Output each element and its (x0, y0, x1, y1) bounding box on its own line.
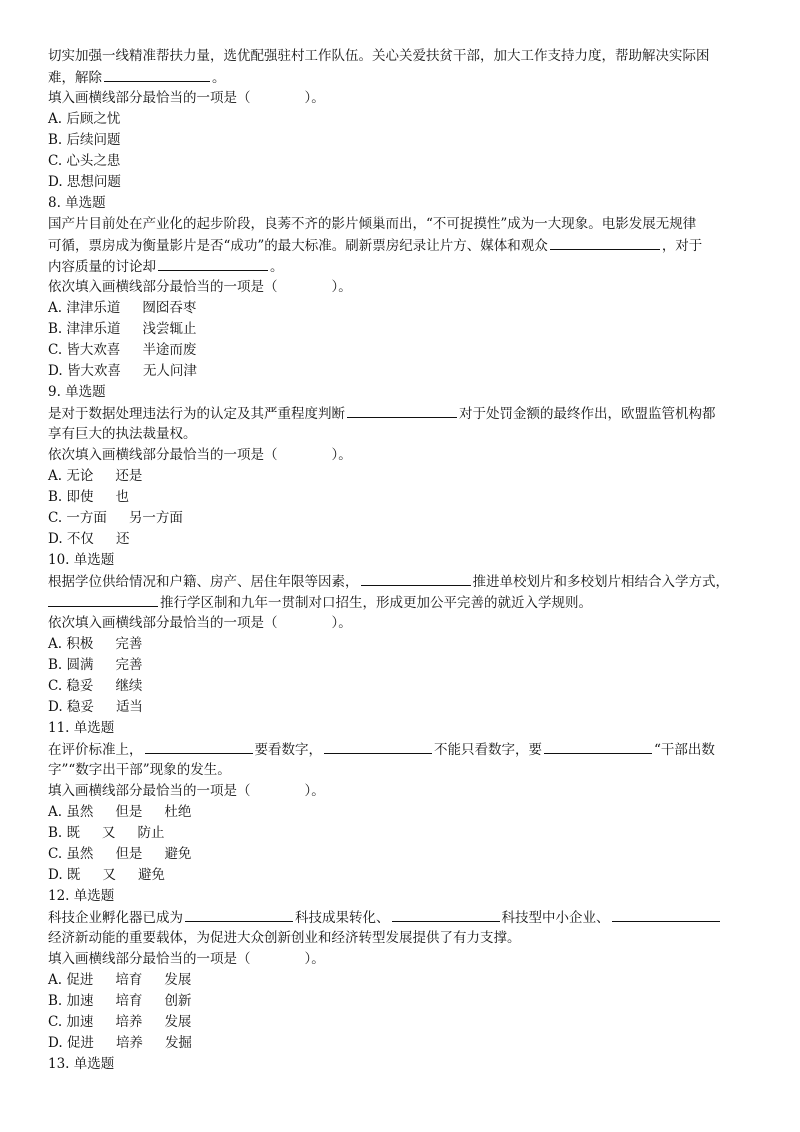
stem-text: 对于处罚金额的最终作出，欧盟监管机构都 (459, 406, 716, 422)
option-b (48, 991, 760, 1012)
option-word: 还 (115, 531, 130, 547)
option-label: B. 加速 (48, 993, 94, 1009)
option-d (48, 529, 760, 550)
option-c (48, 508, 760, 529)
stem-text: 科技型中小企业、 (501, 910, 610, 926)
option-label: C. 一方面 (48, 510, 107, 526)
question-header: 10. 单选题 (48, 552, 115, 568)
option-label: B. 津津乐道 (48, 321, 121, 337)
option-word: 杜绝 (164, 804, 192, 820)
question-stem: 经济新动能的重要载体，为促进大众创新创业和经济转型发展提供了有力支撑。 (48, 930, 521, 946)
question-7 (48, 46, 760, 193)
option-label: D. 不仅 (48, 531, 94, 547)
question-stem (48, 67, 760, 88)
question-stem (48, 256, 760, 277)
question-stem: 切实加强一线精准帮扶力量，选优配强驻村工作队伍。关心关爱扶贫干部，加大工作支持力度，帮助解决实际困 (48, 48, 710, 64)
fill-blank (324, 739, 432, 754)
option-word: 适当 (115, 699, 143, 715)
option-label: A. 无论 (48, 468, 94, 484)
option-a (48, 634, 760, 655)
stem-text: 科技企业孵化器已成为 (48, 910, 183, 926)
option-label: A. 促进 (48, 972, 94, 988)
question-stem: 享有巨大的执法裁量权。 (48, 426, 197, 442)
fill-blank (185, 907, 293, 922)
fill-blank (158, 256, 268, 271)
option-label: B. 既 (48, 825, 81, 841)
exam-page (48, 46, 760, 1075)
option-label: A. 津津乐道 (48, 300, 121, 316)
option-label: D. 稳妥 (48, 699, 94, 715)
option-word: 培育 (115, 972, 143, 988)
option-word: 发展 (164, 1014, 192, 1030)
question-stem: 国产片目前处在产业化的起步阶段，良莠不齐的影片倾巢而出，“不可捉摸性”成为一大现象。电影发展无规律 (48, 216, 697, 232)
option-label: B. 即使 (48, 489, 94, 505)
stem-text: 不能只看数字，要 (434, 742, 542, 758)
question-header: 11. 单选题 (48, 720, 115, 736)
option-word: 避免 (164, 846, 192, 862)
option-d (48, 697, 760, 718)
option-label: C. 加速 (48, 1014, 94, 1030)
option-d (48, 361, 760, 382)
question-13 (48, 1054, 760, 1075)
question-prompt: 填入画横线部分最恰当的一项是（ ）。 (48, 783, 325, 799)
option-word: 培养 (115, 1035, 143, 1051)
option-c (48, 676, 760, 697)
option-label: C. 虽然 (48, 846, 94, 862)
question-stem (48, 571, 760, 592)
stem-text: 内容质量的讨论却 (48, 259, 156, 275)
option-b (48, 319, 760, 340)
option-a (48, 970, 760, 991)
option-d (48, 865, 760, 886)
option-label: D. 皆大欢喜 (48, 363, 121, 379)
option-label: D. 既 (48, 867, 81, 883)
option-word: 发掘 (164, 1035, 192, 1051)
question-12 (48, 886, 760, 1054)
option-c (48, 1012, 760, 1033)
option-c (48, 340, 760, 361)
option-word: 培育 (115, 993, 143, 1009)
question-prompt: 填入画横线部分最恰当的一项是（ ）。 (48, 951, 325, 967)
stem-text: 是对于数据处理违法行为的认定及其严重程度判断 (48, 406, 345, 422)
question-header: 9. 单选题 (48, 384, 106, 400)
option-c (48, 844, 760, 865)
option-word: 防止 (137, 825, 165, 841)
fill-blank (48, 592, 158, 607)
option-word: 创新 (164, 993, 192, 1009)
question-10 (48, 550, 760, 718)
option-word: 继续 (115, 678, 143, 694)
option-word: 避免 (137, 867, 165, 883)
option-word: 发展 (164, 972, 192, 988)
question-stem (48, 907, 760, 928)
question-prompt: 依次填入画横线部分最恰当的一项是（ ）。 (48, 447, 352, 463)
question-prompt: 依次填入画横线部分最恰当的一项是（ ）。 (48, 615, 352, 631)
option-word: 完善 (115, 657, 143, 673)
question-stem: 字”“数字出干部”现象的发生。 (48, 762, 231, 778)
option-b (48, 823, 760, 844)
fill-blank (550, 235, 660, 250)
stem-text: ，对于 (661, 238, 703, 254)
question-header: 8. 单选题 (48, 195, 106, 211)
stem-text: 可循，票房成为衡量影片是否“成功”的最大标准。刷新票房纪录让片方、媒体和观众 (48, 238, 548, 254)
stem-text: 在评价标准上， (48, 742, 143, 758)
question-9 (48, 382, 760, 550)
question-stem (48, 403, 760, 424)
option-a (48, 802, 760, 823)
option-word: 但是 (115, 846, 143, 862)
question-prompt: 依次填入画横线部分最恰当的一项是（ ）。 (48, 279, 352, 295)
option-b (48, 487, 760, 508)
question-stem (48, 592, 760, 613)
option-label: D. 促进 (48, 1035, 94, 1051)
option-label: A. 虽然 (48, 804, 94, 820)
fill-blank (347, 403, 457, 418)
stem-text: 推进单校划片和多校划片相结合入学方式， (472, 574, 729, 590)
question-prompt: 填入画横线部分最恰当的一项是（ ）。 (48, 90, 325, 106)
option-word: 完善 (115, 636, 143, 652)
option-d: D. 思想问题 (48, 174, 121, 190)
option-b (48, 655, 760, 676)
option-c: C. 心头之患 (48, 153, 121, 169)
option-a (48, 466, 760, 487)
stem-text: 推行学区制和九年一贯制对口招生，形成更加公平完善的就近入学规则。 (160, 595, 592, 611)
question-header: 13. 单选题 (48, 1056, 115, 1072)
fill-blank (612, 907, 720, 922)
option-word: 无人问津 (142, 363, 197, 379)
option-d (48, 1033, 760, 1054)
option-word: 还是 (115, 468, 143, 484)
stem-text: 。 (270, 259, 284, 275)
stem-text: 科技成果转化、 (295, 910, 390, 926)
option-a: A. 后顾之忧 (48, 111, 121, 127)
stem-text: 难，解除 (48, 70, 102, 86)
question-stem (48, 739, 760, 760)
option-word: 又 (102, 825, 116, 841)
option-word: 培养 (115, 1014, 143, 1030)
option-a (48, 298, 760, 319)
option-label: A. 积极 (48, 636, 94, 652)
question-8 (48, 193, 760, 382)
option-word: 也 (115, 489, 130, 505)
option-word: 又 (102, 867, 116, 883)
option-word: 浅尝辄止 (142, 321, 197, 337)
option-word: 囫囵吞枣 (142, 300, 197, 316)
stem-text: 根据学位供给情况和户籍、房产、居住年限等因素， (48, 574, 359, 590)
option-label: B. 圆满 (48, 657, 94, 673)
question-header: 12. 单选题 (48, 888, 115, 904)
option-label: C. 稳妥 (48, 678, 94, 694)
stem-text: 要看数字， (254, 742, 322, 758)
stem-text: 。 (212, 70, 226, 86)
option-label: C. 皆大欢喜 (48, 342, 121, 358)
question-stem (48, 235, 760, 256)
option-word: 半途而废 (142, 342, 197, 358)
question-11 (48, 718, 760, 886)
option-b: B. 后续问题 (48, 132, 121, 148)
fill-blank (392, 907, 500, 922)
fill-blank (544, 739, 652, 754)
option-word: 另一方面 (128, 510, 183, 526)
fill-blank (145, 739, 253, 754)
fill-blank (361, 571, 471, 586)
fill-blank (104, 67, 210, 82)
stem-text: “干部出数 (654, 742, 715, 758)
option-word: 但是 (115, 804, 143, 820)
